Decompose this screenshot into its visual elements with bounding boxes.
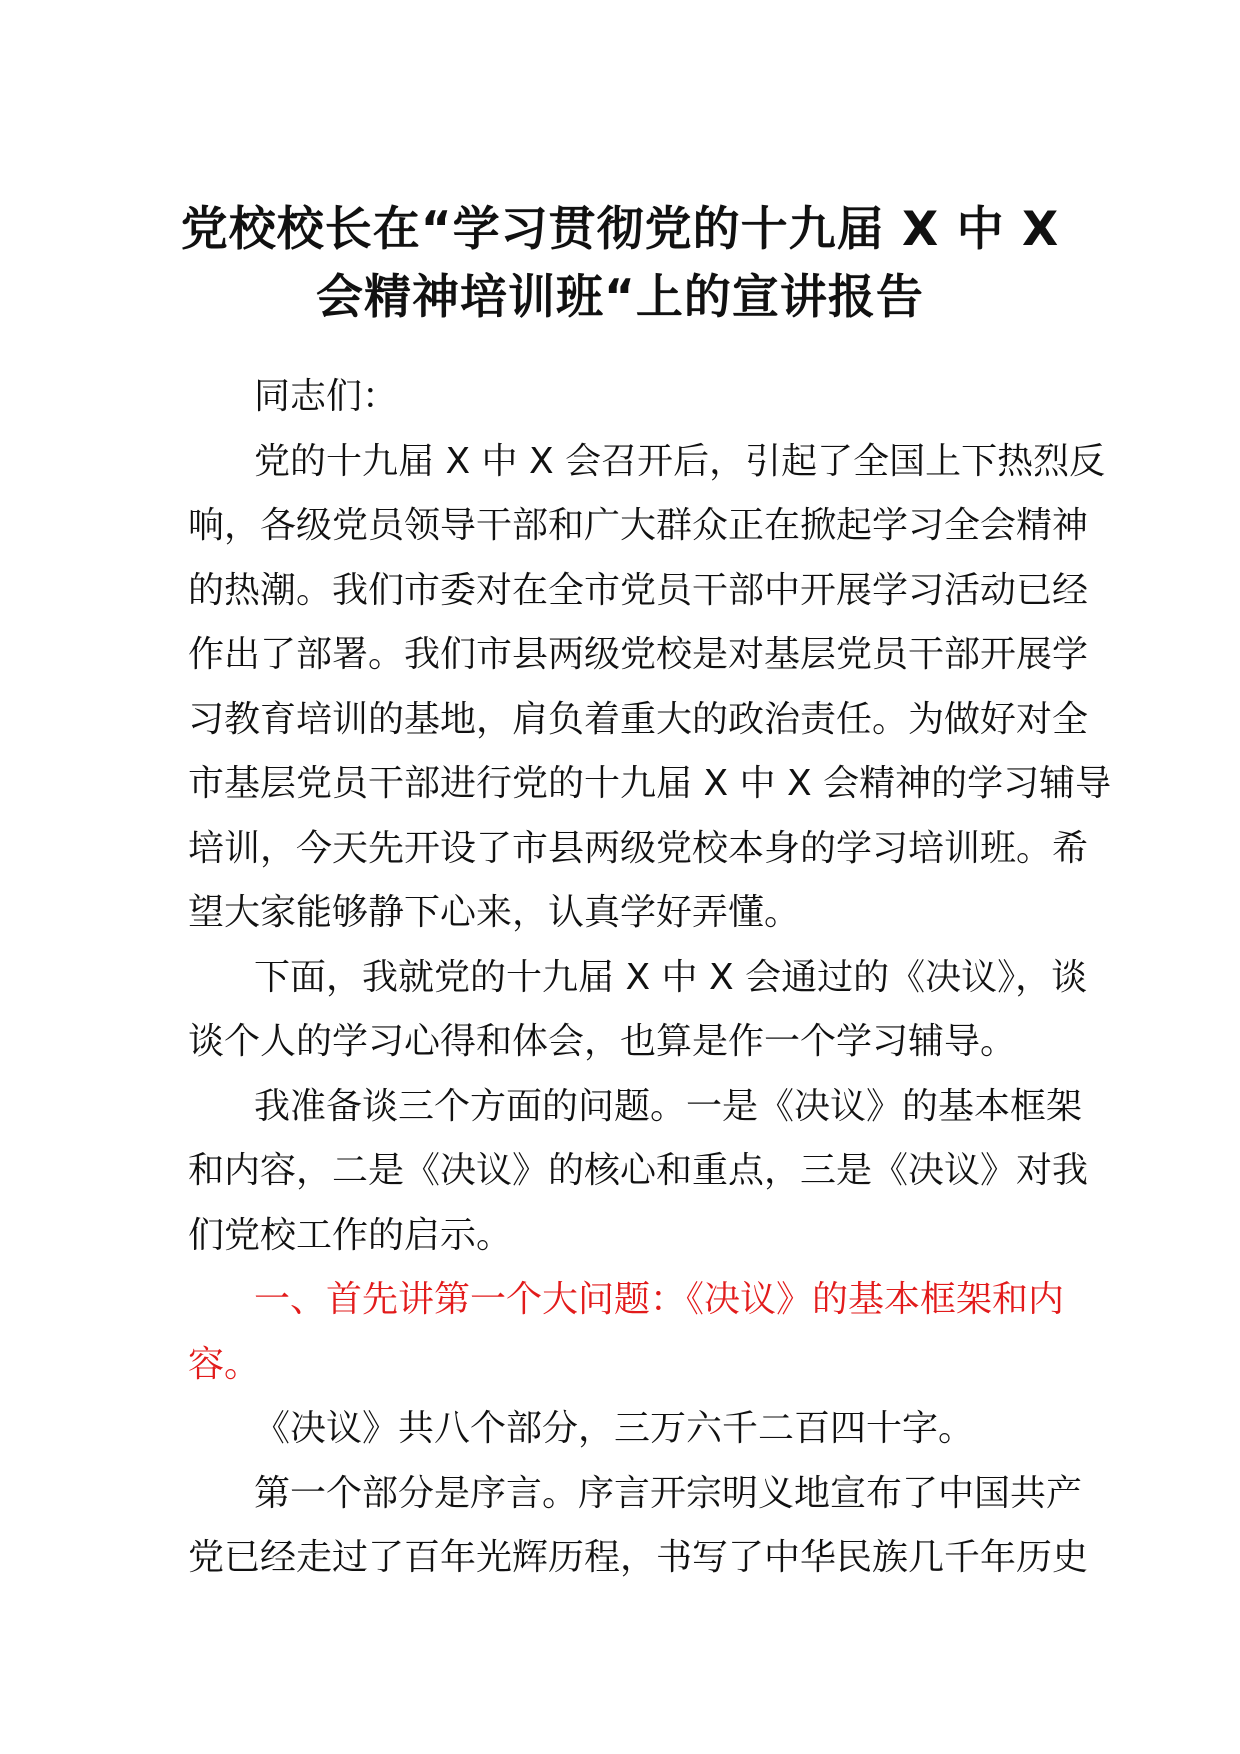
paragraph-line: 下面，我就党的十九届 X 中 X 会通过的《决议》，谈 (254, 956, 1088, 998)
paragraph-line: 习教育培训的基地，肩负着重大的政治责任。为做好对全 (188, 698, 1089, 740)
paragraph-line: 党已经走过了百年光辉历程，书写了中华民族几千年历史 (188, 1537, 1089, 1578)
title-line: 会精神培训班“上的宣讲报告 (316, 270, 924, 325)
paragraph-line: 们党校工作的启示。 (188, 1214, 513, 1256)
paragraph-line: 党的十九届 X 中 X 会召开后，引起了全国上下热烈反 (254, 440, 1106, 482)
heading-line: 一、首先讲第一个大问题：《决议》的基本框架和内 (254, 1279, 1065, 1320)
body-paragraph (188, 1397, 1058, 1462)
paragraph-line: 我准备谈三个方面的问题。一是《决议》的基本框架 (254, 1085, 1083, 1127)
greeting-text: 同志们： (254, 376, 399, 417)
greeting-paragraph (188, 365, 1058, 430)
body-paragraph (188, 430, 1112, 946)
paragraph-line: 响，各级党员领导干部和广大群众正在掀起学习全会精神 (188, 505, 1089, 546)
body-paragraph (188, 1462, 1089, 1591)
document-body (188, 365, 1112, 1591)
paragraph-line: 和内容，二是《决议》的核心和重点，三是《决议》对我 (188, 1150, 1089, 1191)
paragraph-line: 谈个人的学习心得和体会，也算是作一个学习辅导。 (188, 1021, 1017, 1062)
paragraph-line: 望大家能够静下心来，认真学好弄懂。 (188, 892, 801, 933)
section-heading (188, 1268, 1065, 1397)
heading-line: 容。 (188, 1343, 261, 1385)
document-title (150, 196, 1090, 332)
paragraph-line: 的热潮。我们市委对在全市党员干部中开展学习活动已经 (188, 569, 1089, 611)
paragraph-line: 作出了部署。我们市县两级党校是对基层党员干部开展学 (188, 634, 1089, 675)
paragraph-line: 第一个部分是序言。序言开宗明义地宣布了中国共产 (254, 1472, 1083, 1514)
body-paragraph (188, 1075, 1089, 1269)
paragraph-line: 《决议》共八个部分，三万六千二百四十字。 (254, 1408, 975, 1449)
paragraph-line: 培训，今天先开设了市县两级党校本身的学习培训班。希 (188, 827, 1089, 869)
body-paragraph (188, 946, 1088, 1075)
paragraph-line: 市基层党员干部进行党的十九届 X 中 X 会精神的学习辅导 (188, 763, 1112, 804)
title-line: 党校校长在“学习贯彻党的十九届 X 中 X (180, 202, 1060, 257)
